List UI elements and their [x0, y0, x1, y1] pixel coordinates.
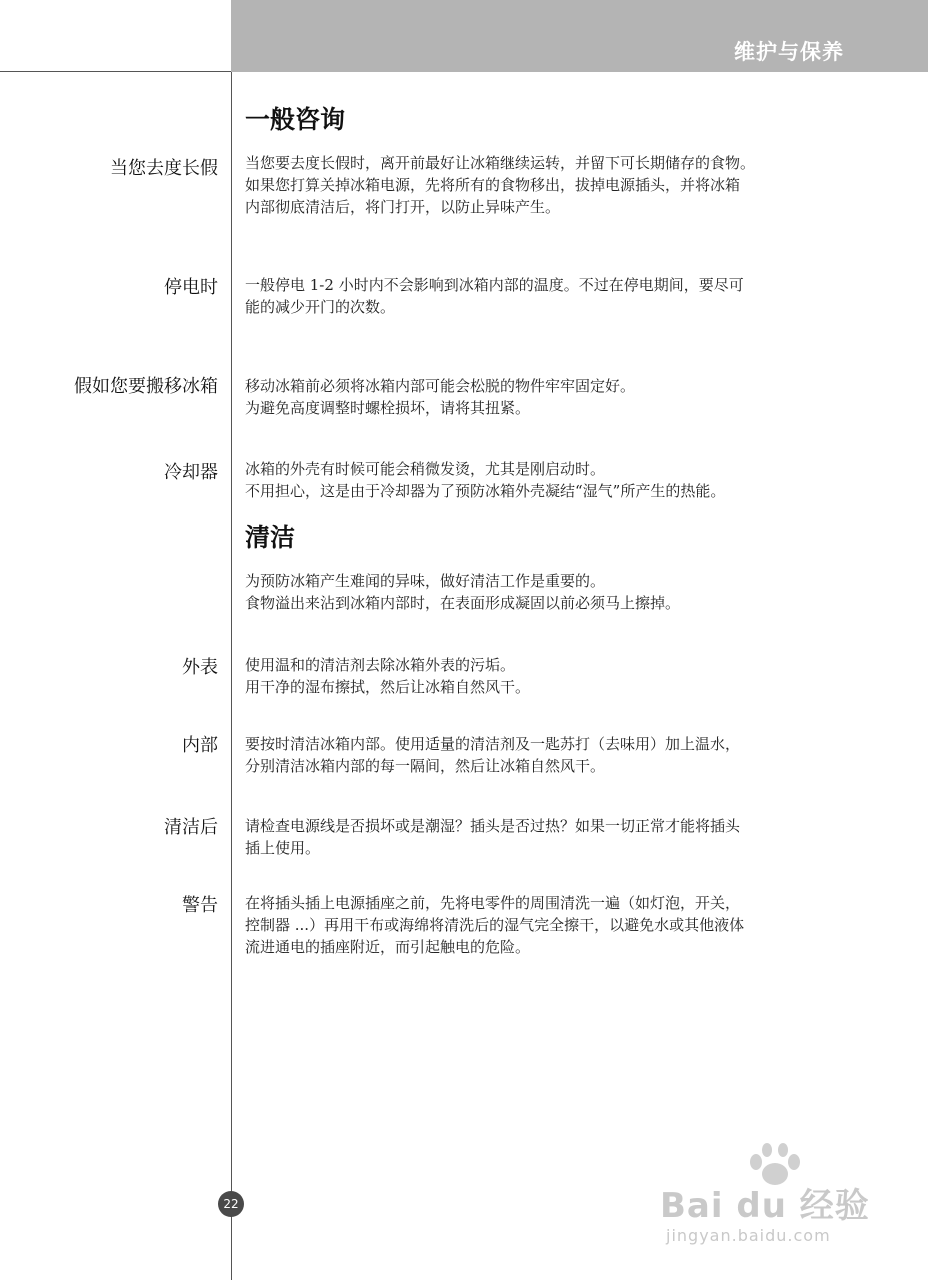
- watermark: [660, 1140, 900, 1270]
- label-cooler: 冷却器: [164, 462, 218, 483]
- text-power-outage: 一般停电 1-2 小时内不会影响到冰箱内部的温度。不过在停电期间，要尽可 能的减少开门的次数。: [245, 276, 744, 316]
- text-vacation: 当您要去度长假时，离开前最好让冰箱继续运转，并留下可长期储存的食物。 如果您打算关掉冰箱电源，先将所有的食物移出，拔掉电源插头，并将冰箱 内部彻底清洁后，将门打开，以防止异味产生。: [245, 154, 756, 216]
- label-after-cleaning: 清洁后: [164, 817, 218, 838]
- heading-general: 一般咨询: [245, 105, 346, 134]
- label-power-outage: 停电时: [164, 277, 218, 298]
- margin-rule: [231, 72, 232, 1280]
- label-interior: 内部: [182, 735, 218, 756]
- text-interior: 要按时清洁冰箱内部。使用适量的清洁剂及一匙苏打（去味用）加上温水， 分别清洁冰箱内部的每一隔间，然后让冰箱自然风干。: [245, 735, 741, 775]
- label-moving: 假如您要搬移冰箱: [74, 376, 218, 397]
- text-cleaning-intro: 为预防冰箱产生难闻的异味，做好清洁工作是重要的。 食物溢出来沾到冰箱内部时，在表面形成凝固以前必须马上擦掉。: [245, 572, 681, 612]
- label-exterior: 外表: [182, 657, 218, 678]
- text-exterior: 使用温和的清洁剂去除冰箱外表的污垢。 用干净的湿布擦拭，然后让冰箱自然风干。: [245, 656, 531, 696]
- header-divider: [0, 71, 231, 72]
- text-after-cleaning: 请检查电源线是否损坏或是潮湿？插头是否过热？如果一切正常才能将插头 插上使用。: [245, 817, 741, 857]
- label-vacation: 当您去度长假: [110, 158, 218, 179]
- text-cooler: 冰箱的外壳有时候可能会稍微发烫，尤其是刚启动时。 不用担心，这是由于冷却器为了预防冰箱外壳凝结“湿气”所产生的热能。: [245, 460, 726, 500]
- heading-cleaning: 清洁: [245, 523, 296, 552]
- watermark-brand: Bai du 经验: [660, 1186, 870, 1226]
- text-warning: 在将插头插上电源插座之前，先将电零件的周围清洗一遍（如灯泡，开关， 控制器 ...）再用干布或海绵将清洗后的湿气完全擦干，以避免水或其他液体 流进通电的插座附近，而引起触电的危险。: [245, 894, 745, 956]
- label-warning: 警告: [182, 895, 218, 916]
- page-number: 22: [218, 1191, 244, 1217]
- text-moving: 移动冰箱前必须将冰箱内部可能会松脱的物件牢牢固定好。 为避免高度调整时螺栓损坏，请将其扭紧。: [245, 377, 636, 417]
- watermark-url: jingyan.baidu.com: [666, 1226, 831, 1245]
- header-bar: [231, 0, 928, 72]
- section-title: 维护与保养: [734, 40, 844, 64]
